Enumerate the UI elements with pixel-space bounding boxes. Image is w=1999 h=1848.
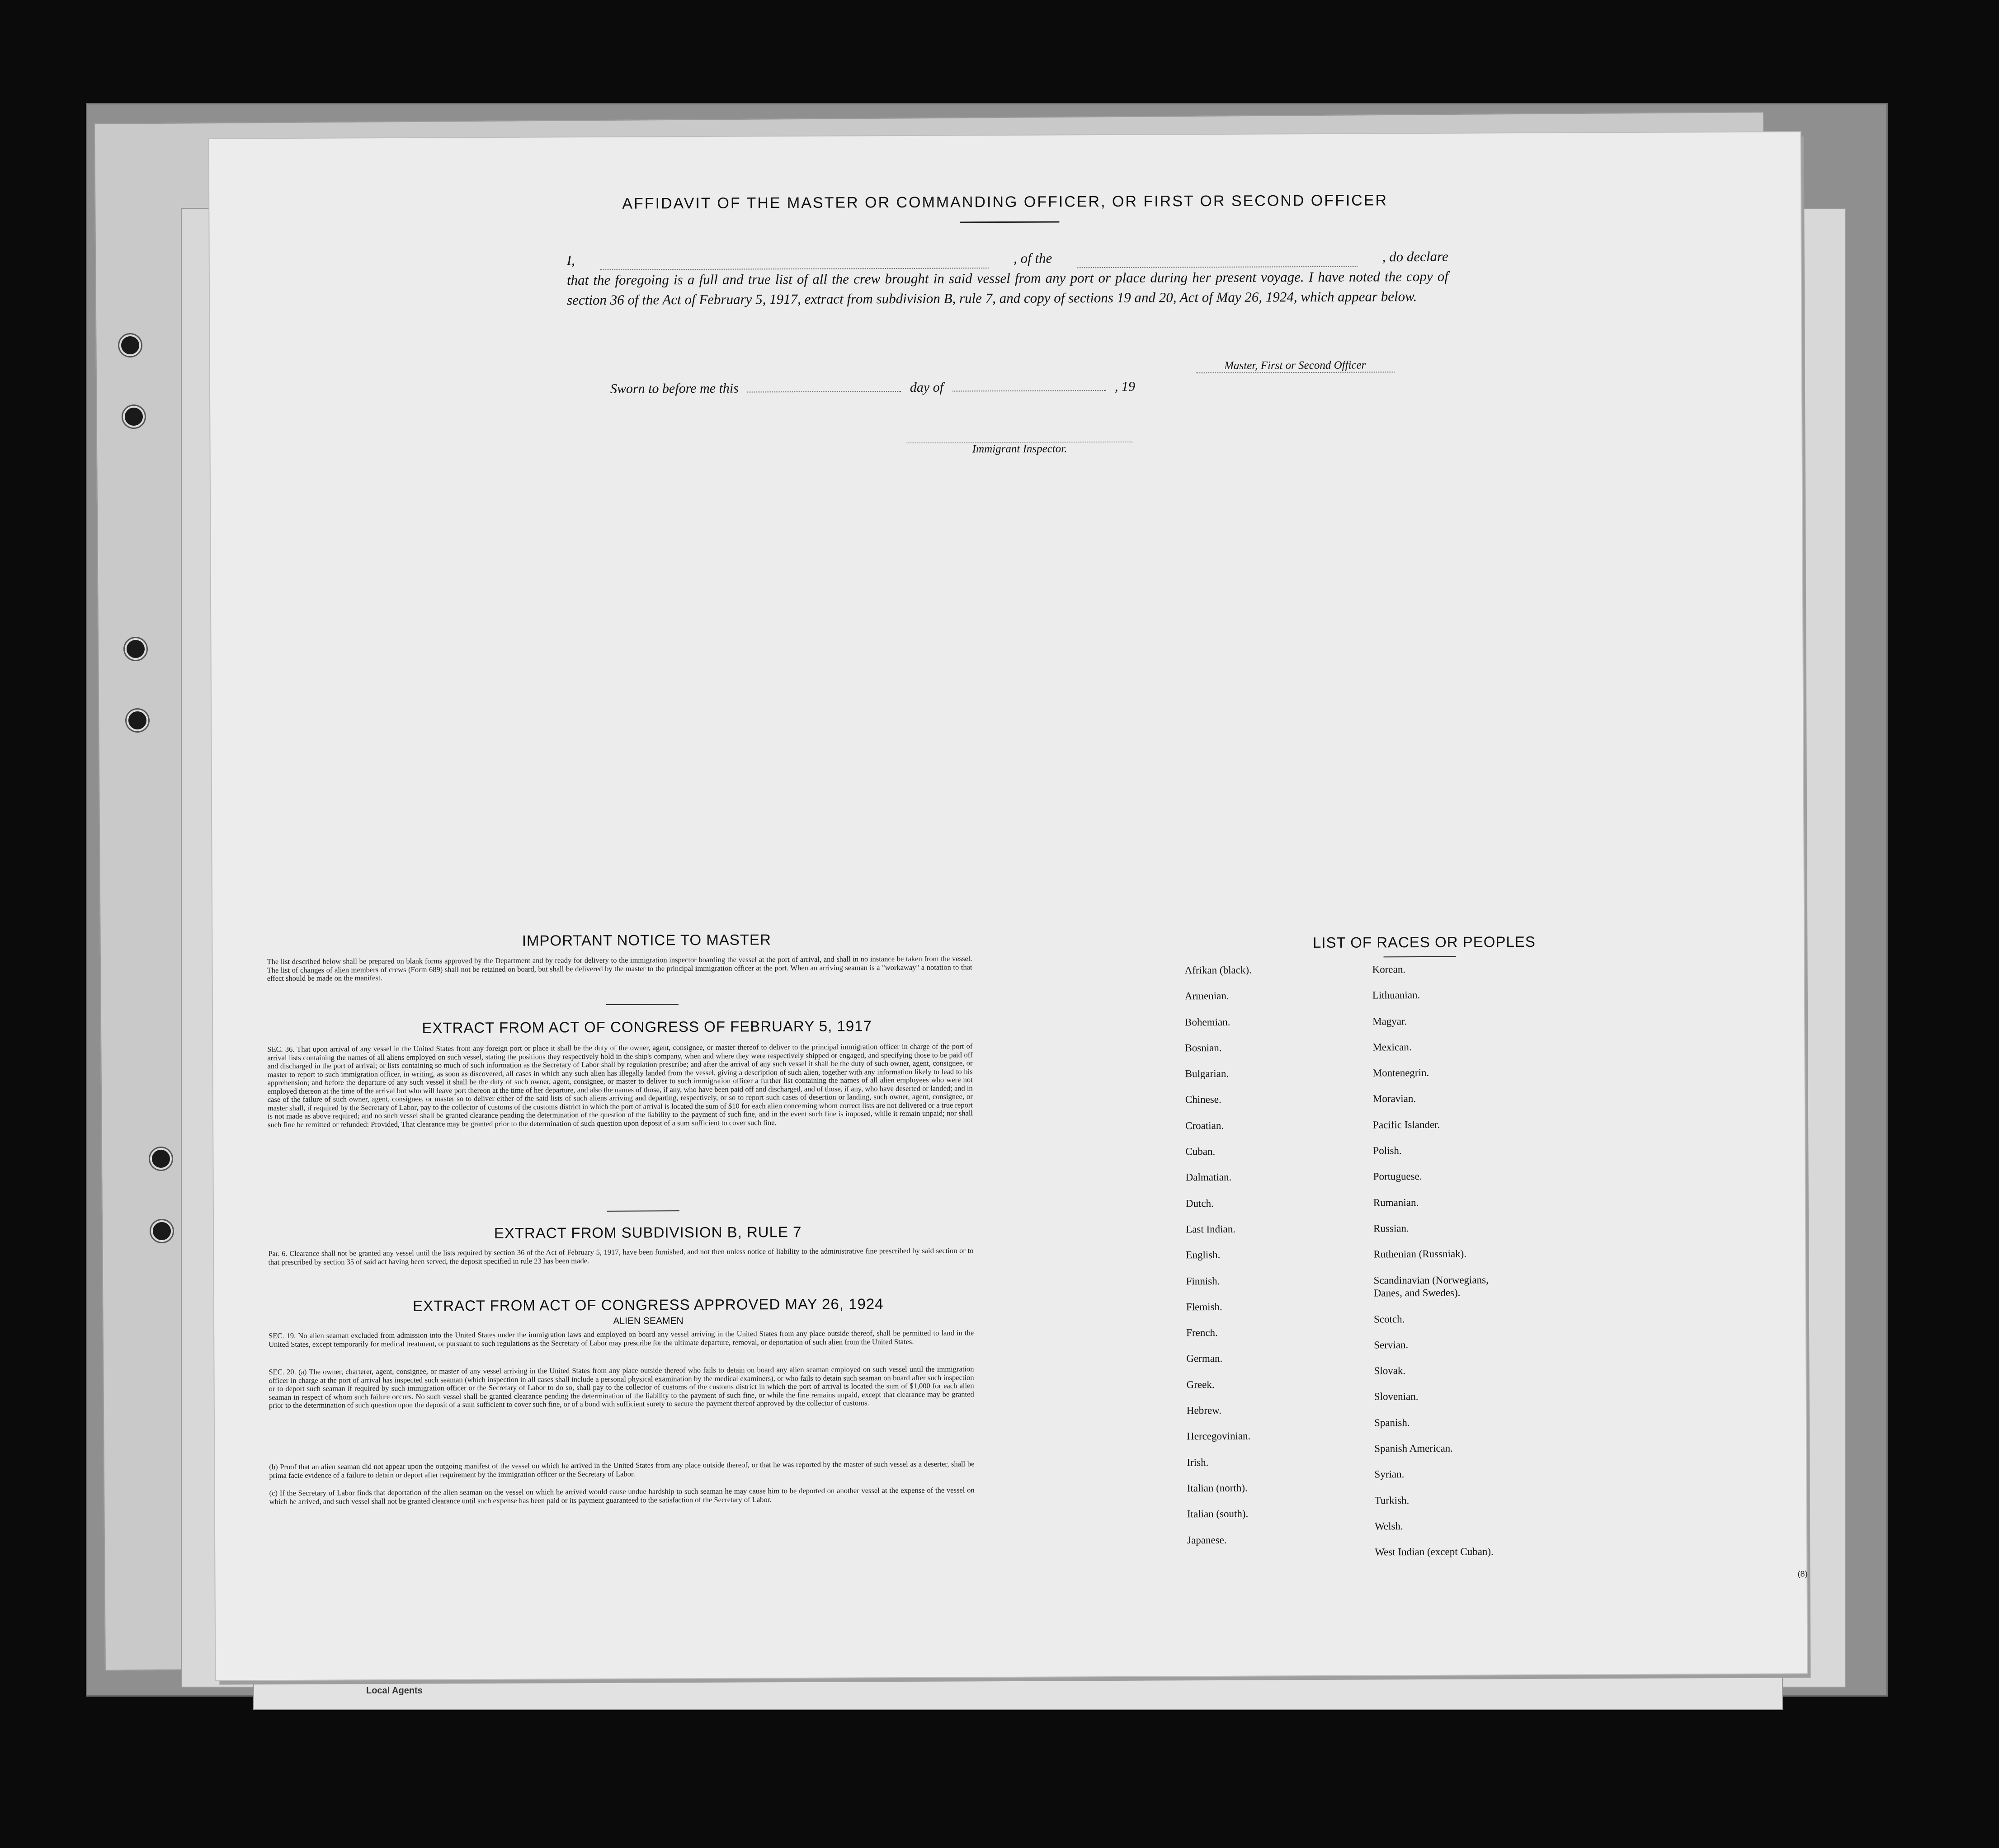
sworn-line xyxy=(610,379,1135,397)
race-item: English. xyxy=(1186,1249,1221,1261)
race-item: Bosnian. xyxy=(1185,1042,1222,1054)
race-item: Portuguese. xyxy=(1373,1171,1422,1182)
race-item: Spanish. xyxy=(1374,1416,1410,1429)
races-right-column xyxy=(1372,963,1494,1572)
of-the-label: , of the xyxy=(1014,250,1052,266)
binder-hole xyxy=(151,1220,173,1242)
race-item: Flemish. xyxy=(1186,1301,1222,1313)
do-declare-label: , do declare xyxy=(1382,248,1448,265)
races-divider xyxy=(1383,956,1456,958)
race-item: French. xyxy=(1186,1327,1218,1339)
race-item: Syrian. xyxy=(1374,1468,1405,1480)
vessel-name-field[interactable] xyxy=(1077,247,1357,268)
races-left-column xyxy=(1185,964,1254,1560)
extract-1924-sec20b: (b) Proof that an alien seaman did not appear upon the outgoing manifest of the vessel on which he arrived in the United States from any place outside thereof, or that he was reported by the master of such vessel as a deserter, shall be prima facie evidence of a failure to detain or deport after requirement by the immigration officer or the Secretary of Labor. xyxy=(269,1459,975,1480)
extract-1924-sec19: SEC. 19. No alien seaman excluded from admission into the United States under the immigration laws and employed on board any vessel arriving in the United States from any place outside thereof, shall be permitted to land in the United States, except temporarily for medical treatment, or pursuant to such regulations as the Secretary of Labor may prescribe for the ultimate departure, removal, or deportation of such alien from the United States. xyxy=(269,1328,974,1349)
race-item: Russian. xyxy=(1373,1223,1409,1234)
alien-seamen-subtitle: ALIEN SEAMEN xyxy=(613,1316,684,1326)
notice-body: The list described below shall be prepared on blank forms approved by the Department and by ready for delivery to the immigration inspector boarding the vessel at the port of arrival, and shall in no instance be taken from the vessel. The list of changes of alien members of crews (Form 689) shall not be retained on board, but shall be delivered by the master to the principal immigration officer at the port. When an arriving seaman is a "workaway" a notation to that effect should be made on the manifest. xyxy=(267,954,972,983)
race-item: Korean. xyxy=(1372,964,1406,975)
race-item: Montenegrin. xyxy=(1372,1067,1429,1079)
race-item: Spanish American. xyxy=(1374,1442,1453,1454)
extract-1924-sec20c: (c) If the Secretary of Labor finds that deportation of the alien seaman on the vessel on which he arrived would cause undue hardship to such seaman he may cause him to be deported on another vessel at the expense of the vessel on which he arrived, and such vessel shall not be granted clearance until such expense has been paid or its payment guaranteed to the satisfaction of the Secretary of Labor. xyxy=(269,1486,975,1506)
race-item: Moravian. xyxy=(1372,1093,1416,1105)
race-item: Ruthenian (Russniak). xyxy=(1373,1248,1467,1260)
race-item: Japanese. xyxy=(1187,1534,1227,1546)
sworn-label: Sworn to before me this xyxy=(610,381,739,396)
race-item: Finnish. xyxy=(1186,1275,1220,1287)
race-item: Italian (north). xyxy=(1187,1482,1248,1494)
race-item: Dutch. xyxy=(1185,1197,1214,1209)
race-item: East Indian. xyxy=(1186,1223,1236,1235)
declarant-prefix: I, xyxy=(566,252,575,268)
race-item: West Indian (except Cuban). xyxy=(1375,1546,1494,1558)
binder-hole xyxy=(119,334,141,356)
race-item: Bulgarian. xyxy=(1185,1068,1229,1080)
race-item: Lithuanian. xyxy=(1372,989,1420,1001)
extract-1924-title: EXTRACT FROM ACT OF CONGRESS APPROVED MAY 26, 1924 xyxy=(413,1295,884,1314)
day-of-label: day of xyxy=(910,380,944,395)
binder-hole xyxy=(125,638,146,660)
race-item: Pacific Islander. xyxy=(1373,1119,1440,1131)
race-item: Scandinavian (Norwegians, Danes, and Swedes). xyxy=(1373,1274,1489,1299)
notice-title: IMPORTANT NOTICE TO MASTER xyxy=(522,931,771,949)
title-underline xyxy=(960,221,1059,223)
extract-1924-sec20a: SEC. 20. (a) The owner, charterer, agent, consignee, or master of any vessel arriving in the United States from any place outside thereof who fails to detain on board any alien seaman employed on such vessel until the immigration officer in charge at the port of arrival has inspected such seaman (which inspection in all cases shall include a personal physical examination by the medical examiners), or who fails to detain such seaman on board after such inspection or to deport such seaman if required by such immigration officer or the Secretary of Labor to do so, shall pay to the collector of customs of the customs district in which the port of arrival is located the sum of $1,000 for each alien seaman in respect of whom such failure occurs. No such vessel shall be granted clearance pending the determination of the liability to the payment of such fine, or while the fine remains unpaid, except that clearance may be granted prior to the determination of such question upon the deposit of a sum sufficient to cover such fine, or of a bond with sufficient surety to secure the payment thereof approved by the collector of customs. xyxy=(269,1364,974,1410)
notice-divider xyxy=(606,1004,679,1005)
race-item: Scotch. xyxy=(1373,1313,1405,1325)
race-item: Mexican. xyxy=(1372,1041,1412,1053)
year-prefix-label: , 19 xyxy=(1114,379,1136,394)
race-item: Bohemian. xyxy=(1185,1016,1231,1028)
form-number: (8) xyxy=(1797,1569,1808,1579)
affidavit-title: AFFIDAVIT OF THE MASTER OR COMMANDING OFFICER, OR FIRST OR SECOND OFFICER xyxy=(622,192,1388,212)
race-item: Welsh. xyxy=(1374,1520,1403,1532)
race-item: Greek. xyxy=(1186,1378,1215,1391)
race-item: Hercegovinian. xyxy=(1187,1430,1251,1442)
extract-1917-divider xyxy=(607,1210,679,1212)
binder-hole xyxy=(127,710,148,731)
rule-7-body: Par. 6. Clearance shall not be granted any vessel until the lists required by section 36 of the Act of February 5, 1917, have been furnished, and not then unless notice of liability to the administrative fine prescribed by said section or to that prescribed by section 35 of said act having been served, the deposit specified in rule 23 has been made. xyxy=(268,1246,974,1266)
rule-7-title: EXTRACT FROM SUBDIVISION B, RULE 7 xyxy=(494,1223,802,1241)
race-item: Irish. xyxy=(1187,1456,1209,1468)
race-item: Hebrew. xyxy=(1186,1404,1221,1416)
sworn-month-field[interactable] xyxy=(952,390,1106,391)
extract-1917-body: SEC. 36. That upon arrival of any vessel in the United States from any foreign port or place it shall be the duty of the owner, agent, consignee, or master thereof to deliver to the principal immigration officer in charge of the port of arrival lists containing the names of all aliens employed on such vessel, stating the positions they respectively hold in the ship's company, when and where they were respectively shipped or engaged, and specifying those to be paid off and discharged in the port of arrival; or lists containing so much of such information as the Secretary of Labor shall by regulation prescribe; and after the arrival of any such vessel it shall be the duty of such owner, agent, consignee, or master to report to such immigration officer, in writing, as soon as discovered, all cases in which any such alien has illegally landed from the vessel, giving a description of such alien, together with any information likely to lead to his apprehension; and before the departure of any such vessel it shall be the duty of such owner, agent, consignee, or master to deliver to such immigration officer a further list containing the names of all alien employees who were not employed thereon at the time of the arrival but who will leave port thereon at the time of her departure, and also the names of those, if any, who have been paid off and discharged, and of those, if any, who have deserted or landed; and in case of the failure of such owner, agent, consignee, or master so to deliver either of the said lists of such aliens arriving and departing, respectively, or so to report such cases of desertion or landing, such owner, agent, consignee, or master shall, if required by the Secretary of Labor, pay to the collector of customs of the customs district in which the port of arrival is located the sum of $10 for each alien concerning whom correct lists are not delivered or a true report is not made as above required; and no such vessel shall be granted clearance pending the determination of the question of the liability to the payment of such fine, and in the event such fine is imposed, while it remain unpaid; nor shall such fine be remitted or refunded: Provided, That clearance may be granted prior to the determination of such question upon deposit of a sum sufficient to cover such fine. xyxy=(267,1042,973,1129)
sworn-day-field[interactable] xyxy=(747,391,901,392)
binder-hole xyxy=(150,1148,172,1170)
race-item: German. xyxy=(1186,1353,1223,1364)
race-item: Italian (south). xyxy=(1187,1508,1249,1520)
binder-hole xyxy=(123,406,145,428)
master-signature-label: Master, First or Second Officer xyxy=(1196,359,1395,373)
race-item: Servian. xyxy=(1374,1339,1409,1351)
affidavit-form-sheet xyxy=(209,132,1807,1680)
race-item: Rumanian. xyxy=(1373,1196,1419,1208)
underlying-local-agents-label: Local Agents xyxy=(366,1686,423,1696)
race-item: Polish. xyxy=(1373,1145,1402,1157)
race-item: Turkish. xyxy=(1374,1494,1410,1506)
declaration-body: that the foregoing is a full and true list of all the crew brought in said vessel from any port or place during her present voyage. I have noted the copy of section 36 of the Act of February 5, 1917, extract from subdivision B, rule 7, and copy of sections 19 and 20, Act of May 26, 1924, which appear below. xyxy=(566,268,1449,308)
race-item: Slovak. xyxy=(1374,1365,1406,1377)
race-item: Croatian. xyxy=(1185,1119,1224,1132)
race-item: Cuban. xyxy=(1185,1146,1216,1157)
race-item: Magyar. xyxy=(1372,1015,1407,1027)
race-item: Armenian. xyxy=(1184,990,1229,1002)
race-item: Slovenian. xyxy=(1374,1391,1419,1402)
extract-1917-title: EXTRACT FROM ACT OF CONGRESS OF FEBRUARY 5, 1917 xyxy=(422,1017,872,1036)
race-item: Afrikan (black). xyxy=(1184,964,1252,976)
declarant-name-field[interactable] xyxy=(600,249,989,270)
race-item: Dalmatian. xyxy=(1185,1171,1232,1183)
race-item: Chinese. xyxy=(1185,1094,1221,1105)
declaration-text xyxy=(567,247,1449,310)
inspector-signature-label: Immigrant Inspector. xyxy=(907,442,1133,456)
races-list-title: LIST OF RACES OR PEOPLES xyxy=(1312,933,1536,951)
